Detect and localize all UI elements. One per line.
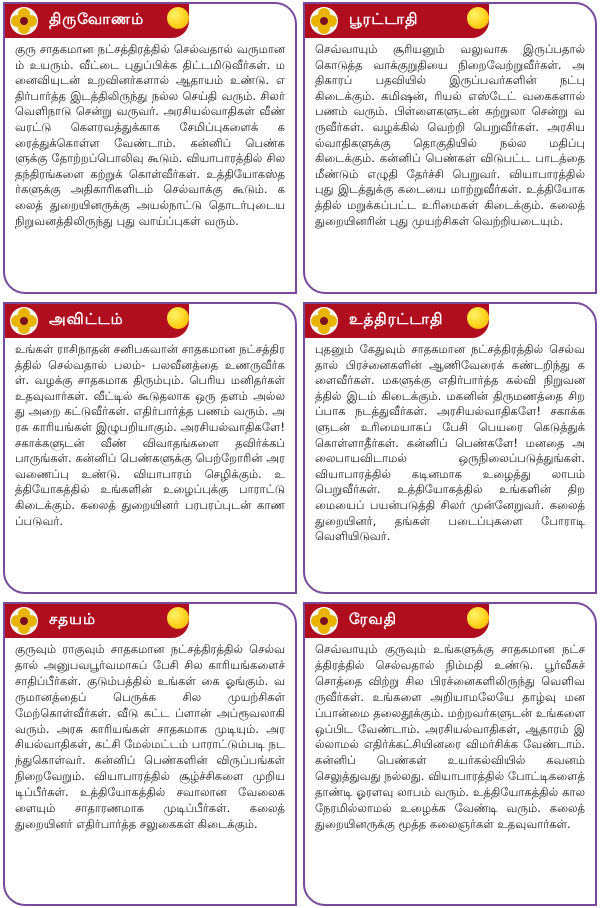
star-card-revathi bbox=[303, 602, 597, 906]
prediction-text: உங்கள் ராசிநாதன் சனிபகவான் சாதகமான நட்சத்திரத்தில் செல்வதால் பலம்- பலவீனத்தை உணருவீர்கள். வழக்கு சாதகமாக திரும்பும். பெரிய மனிதர்கள் உதவுவார்கள். வீட்டில் கூடுதலாக ஒரு தளம் அல்லது அறை கட்டுவீர்கள். எதிர்பார்த்த பணம் வரும். அரசு காரியங்கள் இழுபறியாகும். அரசியல்வாதிகளே! சகாக்களுடன் வீண் விவாதங்களை தவிர்க்கப் பாருங்கள். கன்னிப் பெண்களுக்கு பெற்றோரின் அரவணைப்பு உண்டு. வியாபாரம் செழிக்கும். உத்தியோகத்தில் உங்களின் உழைப்புக்கு பாராட்டு கிடைக்கும். கலைத் துறையினர் பரபரப்புடன் காணப்படுவர். bbox=[15, 342, 285, 528]
star-header bbox=[5, 4, 189, 38]
sun-icon bbox=[467, 7, 489, 29]
star-header bbox=[305, 4, 489, 38]
star-name: அவிட்டம் bbox=[49, 310, 124, 328]
star-header bbox=[5, 304, 189, 338]
flower-logo-icon bbox=[309, 606, 339, 636]
flower-logo-icon bbox=[9, 606, 39, 636]
star-header bbox=[305, 304, 489, 338]
flower-logo-icon bbox=[309, 6, 339, 36]
flower-logo-icon bbox=[9, 306, 39, 336]
star-name: ரேவதி bbox=[349, 610, 398, 628]
star-name: திருவோணம் bbox=[49, 10, 145, 28]
prediction-text: செவ்வாயும் குருவும் உங்களுக்கு சாதகமான நட்சத்திரத்தில் செல்வதால் நிம்மதி உண்டு. பூர்வீகச் சொத்தை விற்று சில பிரச்னைகளிலிருந்து வெளிவருவீர்கள். உங்களை அறியாமலேயே தாழ்வு மனப்பான்மை தலைதூக்கும். மற்றவர்களுடன் உங்களை ஒப்பிட வேண்டாம். அரசியல்வாதிகள், ஆதாரம் இல்லாமல் எதிர்க்கட்சியினரை விமர்சிக்க வேண்டாம். கன்னிப் பெண்கள் உயர்கல்வியில் கவனம் செலுத்துவது நல்லது. வியாபாரத்தில் போட்டிகளைத் தாண்டி ஓரளவு லாபம் வரும். உத்தியோகத்தில் காலநேரமில்லாமல் உழைக்க வேண்டி வரும். கலைத் துறையினருக்கு மூத்த கலைஞர்கள் உதவுவார்கள். bbox=[315, 642, 585, 831]
flower-logo-icon bbox=[309, 306, 339, 336]
star-card-poorattathi bbox=[303, 2, 597, 294]
sun-icon bbox=[167, 7, 189, 29]
star-name: சதயம் bbox=[49, 610, 97, 628]
star-card-sathayam bbox=[3, 602, 297, 906]
sun-icon bbox=[167, 307, 189, 329]
sun-icon bbox=[467, 607, 489, 629]
sun-icon bbox=[167, 607, 189, 629]
star-card-thiruvonam bbox=[3, 2, 297, 294]
prediction-text: செவ்வாயும் சூரியனும் வலுவாக இருப்பதால் கொடுத்த வாக்குறுதியை நிறைவேற்றுவீர்கள். அதிகாரப் பதவியில் இருப்பவர்களின் நட்பு கிடைக்கும். கமிஷன், ரியல் எஸ்டேட் வகைகளால் பணம் வரும். பிள்ளைகளுடன் சுற்றுலா சென்று வருவீர்கள். வழக்கில் வெற்றி பெறுவீர்கள். அரசியல்வாதிகளுக்கு தொகுதியில் நல்ல மதிப்பு கிடைக்கும். கன்னிப் பெண்கள் விடுபட்ட பாடத்தை மீண்டும் எழுதி தேர்ச்சி பெறுவர். வியாபாரத்தில் புது இடத்துக்கு கடையை மாற்றுவீர்கள். உத்தியோகத்தில் மறுக்கப்பட்ட உரிமைகள் கிடைக்கும். கலைத் துறையினரின் புது முயற்சிகள் வெற்றியடையும். bbox=[315, 42, 585, 228]
star-name: பூரட்டாதி bbox=[349, 10, 419, 28]
star-header bbox=[305, 604, 489, 638]
star-card-avittam bbox=[3, 302, 297, 594]
prediction-text: குருவும் ராகுவும் சாதகமான நட்சத்திரத்தில் செல்வதால் அனுபவபூர்வமாகப் பேசி சில காரியங்களைச் சாதிப்பீர்கள். குடும்பத்தில் உங்கள் கை ஓங்கும். வருமானத்தைப் பெருக்க சில முயற்சிகள் மேற்கொள்வீர்கள். வீடு கட்ட ப்ளான் அப்ரூவலாகி வரும். அரசு காரியங்கள் சாதகமாக முடியும். அரசியல்வாதிகள், கட்சி மேல்மட்டம் பாராட்டும்படி நடந்துகொள்வர். கன்னிப் பெண்களின் விருப்பங்கள் நிறைவேறும். வியாபாரத்தில் சூழ்ச்சிகளை முறியடிப்பீர்கள். உத்தியோகத்தில் சவாலான வேலைகளையும் சாதாரணமாக முடிப்பீர்கள். கலைத் துறையினர் எதிர்பார்த்த சலுகைகள் கிடைக்கும். bbox=[15, 642, 285, 831]
star-card-uthirattathi bbox=[303, 302, 597, 594]
star-header bbox=[5, 604, 189, 638]
star-name: உத்திரட்டாதி bbox=[349, 310, 444, 328]
prediction-text: புதனும் கேதுவும் சாதகமான நட்சத்திரத்தில் செல்வதால் பிரச்னைகளின் ஆணிவேரைக் கண்டறிந்து களைவீர்கள். மகளுக்கு எதிர்பார்த்த கல்வி நிறுவனத்தில் இடம் கிடைக்கும். மகனின் திருமணத்தை சிறப்பாக நடத்துவீர்கள். அரசியல்வாதிகளே! சகாக்களுடன் உரிமையாகப் பேசி பெயரை கெடுத்துக் கொள்ளாதீர்கள். கன்னிப் பெண்களே! மனதை அலைபாயவிடாமல் ஒருநிலைப்படுத்துங்கள். வியாபாரத்தில் கடினமாக உழைத்து லாபம் பெறுவீர்கள். உத்தியோகத்தில் உங்களின் திறமையைப் பயன்படுத்தி சிலர் முன்னேறுவர். கலைத் துறையினர், தங்கள் படைப்புகளை போராடி வெளியிடுவர். bbox=[315, 342, 585, 544]
flower-logo-icon bbox=[9, 6, 39, 36]
prediction-text: குரு சாதகமான நட்சத்திரத்தில் செல்வதால் வருமானம் உயரும். வீட்டை புதுப்பிக்க திட்டமிடுவீர்கள். மனைவியுடன் உறவினர்களால் ஆதாயம் உண்டு. எதிர்பார்த்த இடத்திலிருந்து நல்ல செய்தி வரும். சிலர் வெளிநாடு சென்று வருவர். அரசியல்வாதிகள் வீண் வரட்டு கௌரவத்துக்காக சேமிப்புகளைக் கரைத்துக்கொள்ள வேண்டாம். கன்னிப் பெண்களுக்கு தோற்றப்பொலிவு கூடும். வியாபாரத்தில் சில தந்திரங்களை கற்றுக் கொள்வீர்கள். உத்தியோகஸ்தர்களுக்கு அதிகாரிகளிடம் செல்வாக்கு கூடும். கலைத் துறையினருக்கு அயல்நாட்டு தொடர்புடைய நிறுவனத்திலிருந்து புது வாய்ப்புகள் வரும். bbox=[15, 42, 285, 228]
sun-icon bbox=[467, 307, 489, 329]
